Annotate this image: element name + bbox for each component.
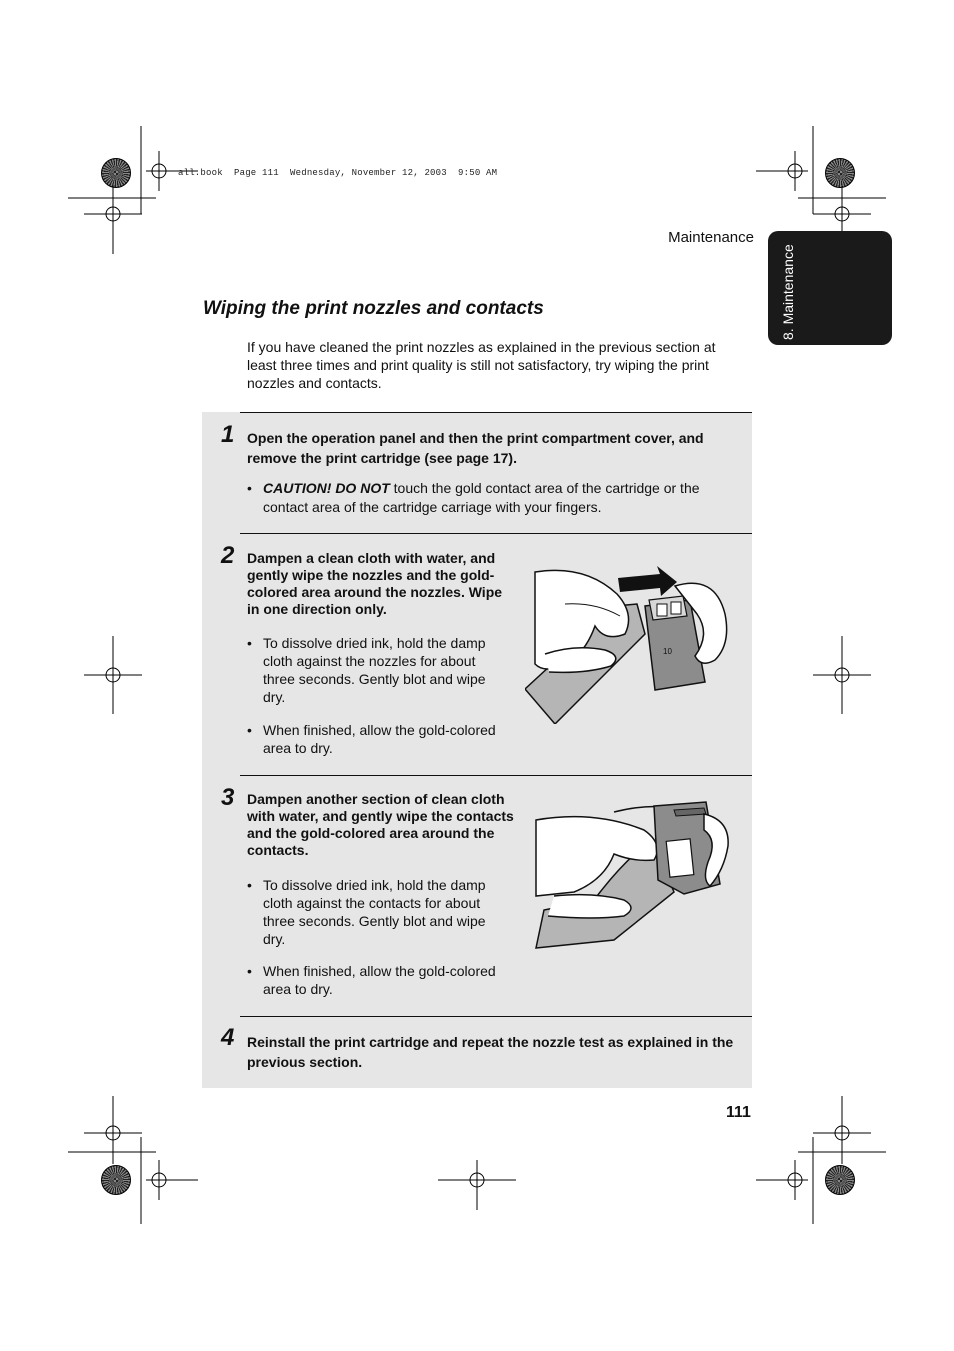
bullet-text: To dissolve dried ink, hold the damp cloth against the contacts for about three seconds. Gently blot and wipe dry. bbox=[263, 877, 486, 947]
page-number: 111 bbox=[726, 1104, 751, 1121]
step-divider bbox=[240, 775, 752, 776]
chapter-tab-label: 8. Maintenance bbox=[780, 244, 796, 340]
bullet-icon: • bbox=[247, 480, 252, 496]
step-number: 1 bbox=[221, 421, 235, 448]
list-item bbox=[247, 721, 513, 757]
wipe-contacts-illustration bbox=[534, 800, 734, 950]
step-heading: Dampen another section of clean cloth with water, and gently wipe the contacts and the gold-colored area around the contacts. bbox=[247, 791, 514, 858]
bullet-text: touch the gold contact area of the cartridge or the contact area of the cartridge carriage with your fingers. bbox=[263, 480, 700, 515]
list-item bbox=[247, 634, 508, 706]
step-heading: Dampen a clean cloth with water, and gently wipe the nozzles and the gold-colored area around the nozzles. Wipe in one direction only. bbox=[247, 550, 503, 617]
bullet-text: When finished, allow the gold-colored area to dry. bbox=[263, 963, 496, 997]
section-title: Wiping the print nozzles and contacts bbox=[203, 298, 544, 319]
bullet-icon: • bbox=[247, 963, 252, 979]
step-number: 2 bbox=[221, 542, 235, 569]
bullet-text: To dissolve dried ink, hold the damp cloth against the nozzles for about three seconds. Gently blot and wipe dry. bbox=[263, 635, 486, 705]
step-divider bbox=[240, 412, 752, 413]
cartridge-label: 10 bbox=[663, 647, 672, 656]
list-item bbox=[247, 962, 513, 998]
step-heading: Open the operation panel and then the print compartment cover, and remove the print cartridge (see page 17). bbox=[247, 430, 704, 466]
list-item bbox=[247, 876, 508, 948]
step-divider bbox=[240, 533, 752, 534]
book-header: all.book Page 111 Wednesday, November 12, 2003 9:50 AM bbox=[178, 168, 498, 178]
step-number: 4 bbox=[221, 1024, 235, 1051]
step-number: 3 bbox=[221, 784, 235, 811]
list-item bbox=[247, 479, 733, 517]
bullet-icon: • bbox=[247, 722, 252, 738]
bullet-text: When finished, allow the gold-colored area to dry. bbox=[263, 722, 496, 756]
wipe-nozzles-illustration bbox=[525, 564, 735, 724]
step-heading: Reinstall the print cartridge and repeat the nozzle test as explained in the previous section. bbox=[247, 1034, 734, 1070]
intro-paragraph: If you have cleaned the print nozzles as explained in the previous section at least three times and print quality is still not satisfactory, try wiping the print nozzles and contacts. bbox=[247, 339, 716, 391]
running-head: Maintenance bbox=[668, 229, 754, 246]
step-divider bbox=[240, 1016, 752, 1017]
caution-label: CAUTION! DO NOT bbox=[263, 480, 390, 496]
bullet-icon: • bbox=[247, 877, 252, 893]
bullet-icon: • bbox=[247, 635, 252, 651]
